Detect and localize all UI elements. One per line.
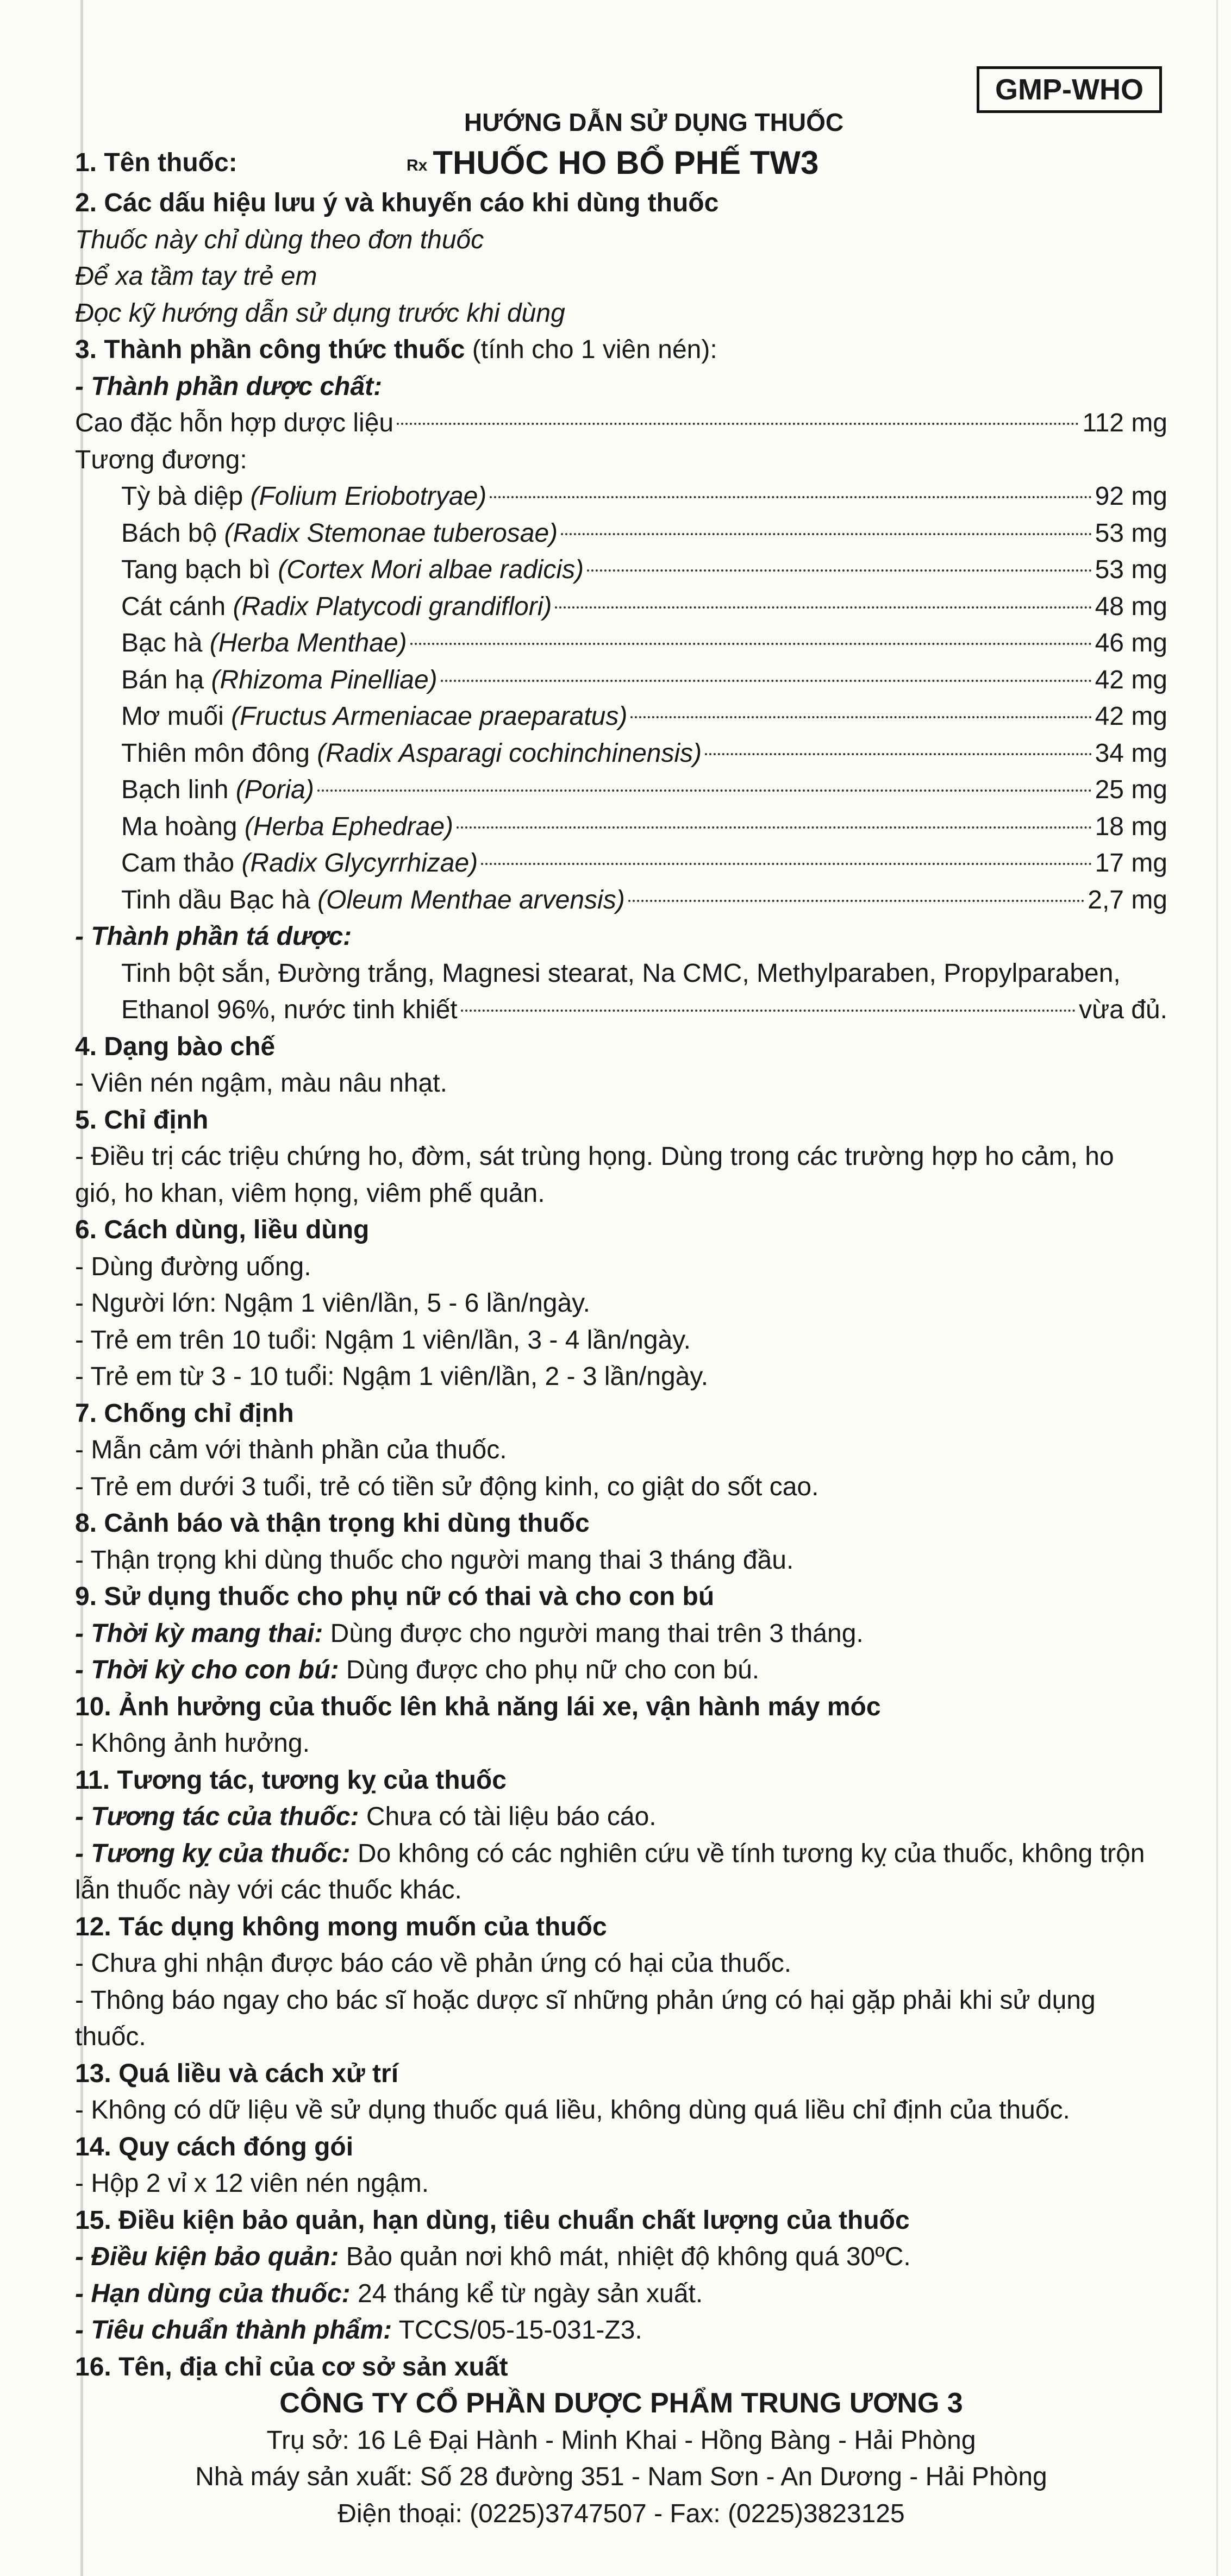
equivalent-label: Tương đương: (75, 445, 247, 474)
herb-row (75, 515, 1167, 552)
herb-name (121, 772, 314, 808)
herb-vietnamese-name: Bách bộ (121, 518, 224, 548)
herb-vietnamese-name: Ma hoàng (121, 812, 245, 841)
herb-row (75, 662, 1167, 699)
herb-name (121, 698, 627, 735)
company-factory: Nhà máy sản xuất: Số 28 đường 351 - Nam Sơn - An Dương - Hải Phòng (195, 2462, 1047, 2491)
herb-amount: 92 mg (1095, 482, 1167, 511)
herb-amount: 53 mg (1095, 555, 1167, 584)
incompatibility-line (75, 1835, 1167, 1872)
herb-name (121, 625, 407, 662)
lactation-line (75, 1652, 1167, 1689)
herb-amount: 46 mg (1095, 629, 1167, 657)
herb-name (121, 845, 478, 882)
drug-name-label: 1. Tên thuốc: (75, 148, 238, 177)
section-5-line: - Điều trị các triệu chứng ho, đờm, sát trùng họng. Dùng trong các trường hợp ho cảm, ho (75, 1142, 1114, 1171)
storage-label: - Điều kiện bảo quản: (75, 2242, 339, 2271)
interaction-text: Chưa có tài liệu báo cáo. (359, 1802, 657, 1831)
herb-latin-name: (Herba Menthae) (209, 629, 407, 657)
herb-amount: 34 mg (1095, 738, 1167, 768)
storage-line (75, 2239, 1167, 2276)
section-4-line: - Viên nén ngậm, màu nâu nhạt. (75, 1069, 447, 1098)
drug-name-row (75, 141, 1167, 185)
section-12-title: 12. Tác dụng không mong muốn của thuốc (75, 1912, 607, 1941)
herb-latin-name: (Folium Eriobotryae) (250, 482, 487, 511)
warning-line: Đọc kỹ hướng dẫn sử dụng trước khi dùng (75, 298, 565, 328)
herb-amount: 2,7 mg (1088, 885, 1167, 914)
section-6-title: 6. Cách dùng, liều dùng (75, 1215, 370, 1244)
herb-vietnamese-name: Thiên môn đông (121, 738, 317, 768)
herb-name (121, 515, 558, 552)
excipients-label: - Thành phần tá dược: (75, 922, 352, 951)
herb-latin-name: (Radix Glycyrrhizae) (241, 849, 478, 878)
herb-row (75, 698, 1167, 735)
section-2-title: 2. Các dấu hiệu lưu ý và khuyến cáo khi dùng thuốc (75, 189, 719, 217)
shelf-life-text: 24 tháng kể từ ngày sản xuất. (350, 2279, 703, 2308)
contraindication-line: - Trẻ em dưới 3 tuổi, trẻ có tiền sử động kinh, co giật do sốt cao. (75, 1472, 819, 1501)
side-effect-line: - Chưa ghi nhận được báo cáo về phản ứng có hại của thuốc. (75, 1949, 792, 1978)
standard-line (75, 2312, 1167, 2349)
herb-vietnamese-name: Tang bạch bì (121, 555, 278, 584)
herb-row (75, 772, 1167, 808)
herb-name (121, 551, 584, 588)
dot-leader (628, 900, 1085, 902)
dot-leader (397, 423, 1079, 425)
interaction-label: - Tương tác của thuốc: (75, 1802, 359, 1831)
excipients-line-2: Ethanol 96%, nước tinh khiết (121, 995, 458, 1024)
section-10-title: 10. Ảnh hưởng của thuốc lên khả năng lái xe, vận hành máy móc (75, 1692, 881, 1721)
manufacturer-block (75, 2385, 1167, 2532)
dot-leader (410, 643, 1092, 645)
incompatibility-label: - Tương kỵ của thuốc: (75, 1839, 351, 1868)
dot-leader (490, 496, 1091, 498)
dot-leader (705, 753, 1091, 755)
dot-leader (457, 826, 1092, 829)
section-8-title: 8. Cảnh báo và thận trọng khi dùng thuốc (75, 1509, 590, 1538)
herb-list (75, 478, 1167, 918)
herb-name (121, 882, 625, 919)
active-ingredients-label: - Thành phần dược chất: (75, 372, 383, 401)
section-13-line: - Không có dữ liệu về sử dụng thuốc quá liều, không dùng quá liều chỉ định của thuốc. (75, 2096, 1070, 2124)
section-5-line: gió, ho khan, viêm họng, viêm phế quản. (75, 1179, 545, 1208)
lactation-text: Dùng được cho phụ nữ cho con bú. (339, 1656, 760, 1684)
side-effect-line: thuốc. (75, 2022, 146, 2051)
incompatibility-line-cont: lẫn thuốc này với các thuốc khác. (75, 1876, 462, 1904)
dosage-line: - Trẻ em từ 3 - 10 tuổi: Ngậm 1 viên/lần, 2 - 3 lần/ngày. (75, 1362, 709, 1391)
section-14-title: 14. Quy cách đóng gói (75, 2132, 354, 2161)
section-13-title: 13. Quá liều và cách xử trí (75, 2059, 399, 2088)
section-7-title: 7. Chống chỉ định (75, 1399, 294, 1428)
herb-row (75, 845, 1167, 882)
herb-row (75, 478, 1167, 515)
company-phone: Điện thoại: (0225)3747507 - Fax: (0225)3823125 (338, 2499, 905, 2528)
herb-vietnamese-name: Bán hạ (121, 665, 211, 694)
leaflet-content (75, 103, 1167, 2532)
dot-leader (587, 569, 1092, 572)
section-3-title: 3. Thành phần công thức thuốc (75, 335, 465, 364)
dot-leader (555, 606, 1091, 609)
incompatibility-text: Do không có các nghiên cứu về tính tương kỵ của thuốc, không trộn (350, 1839, 1145, 1868)
leaflet-header: HƯỚNG DẪN SỬ DỤNG THUỐC (464, 108, 844, 136)
gmp-who-badge: GMP-WHO (977, 66, 1162, 113)
side-effect-line: - Thông báo ngay cho bác sĩ hoặc dược sĩ những phản ứng có hại gặp phải khi sử dụng (75, 1985, 1096, 2015)
herb-amount: 18 mg (1095, 812, 1167, 841)
herb-amount: 48 mg (1095, 592, 1167, 621)
section-14-line: - Hộp 2 vỉ x 12 viên nén ngậm. (75, 2169, 429, 2198)
herb-name (121, 478, 486, 515)
herb-row (75, 882, 1167, 919)
dot-leader (630, 716, 1091, 718)
standard-text: TCCS/05-15-031-Z3. (392, 2316, 642, 2345)
dosage-line: - Trẻ em trên 10 tuổi: Ngậm 1 viên/lần, 3 - 4 lần/ngày. (75, 1325, 691, 1355)
herb-amount: 17 mg (1095, 849, 1167, 878)
company-hq: Trụ sở: 16 Lê Đại Hành - Minh Khai - Hồng Bàng - Hải Phòng (266, 2425, 976, 2455)
lactation-label: - Thời kỳ cho con bú: (75, 1656, 339, 1684)
warning-line: Để xa tầm tay trẻ em (75, 262, 317, 291)
pregnancy-text: Dùng được cho người mang thai trên 3 tháng. (323, 1619, 864, 1648)
herb-vietnamese-name: Bạc hà (121, 629, 210, 657)
herb-latin-name: (Fructus Armeniacae praeparatus) (231, 702, 628, 731)
section-3-title-row (75, 331, 1167, 368)
section-16-title: 16. Tên, địa chỉ của cơ sở sản xuất (75, 2352, 508, 2381)
herb-row (75, 588, 1167, 625)
herb-amount: 42 mg (1095, 702, 1167, 731)
dot-leader (461, 1010, 1076, 1012)
herb-latin-name: (Herba Ephedrae) (244, 812, 454, 841)
herb-name (121, 662, 438, 699)
drug-name: THUỐC HO BỔ PHẾ TW3 (433, 145, 819, 181)
dot-leader (561, 533, 1091, 535)
excipients-row (75, 992, 1167, 1029)
company-name: CÔNG TY CỔ PHẦN DƯỢC PHẨM TRUNG ƯƠNG 3 (279, 2387, 963, 2419)
herb-vietnamese-name: Tỳ bà diệp (121, 482, 251, 511)
herb-amount: 25 mg (1095, 775, 1167, 804)
shelf-life-line (75, 2276, 1167, 2312)
herb-vietnamese-name: Mơ muối (121, 702, 232, 731)
herb-row (75, 625, 1167, 662)
pregnancy-label: - Thời kỳ mang thai: (75, 1619, 323, 1648)
warning-line: Thuốc này chỉ dùng theo đơn thuốc (75, 225, 484, 254)
herb-vietnamese-name: Cam thảo (121, 849, 242, 878)
herb-vietnamese-name: Bạch linh (121, 775, 236, 804)
drug-title (407, 141, 818, 185)
dot-leader (441, 680, 1092, 682)
dot-leader (481, 863, 1091, 865)
section-5-title: 5. Chỉ định (75, 1105, 209, 1135)
herb-latin-name: (Poria) (235, 775, 314, 804)
extract-row (75, 405, 1167, 442)
herb-latin-name: (Radix Platycodi grandiflori) (233, 592, 552, 621)
section-15-title: 15. Điều kiện bảo quản, hạn dùng, tiêu chuẩn chất lượng của thuốc (75, 2205, 910, 2235)
herb-vietnamese-name: Cát cánh (121, 592, 233, 621)
storage-text: Bảo quản nơi khô mát, nhiệt độ không quá 30ºC. (339, 2242, 911, 2271)
herb-amount: 53 mg (1095, 518, 1167, 548)
dosage-line: - Dùng đường uống. (75, 1252, 311, 1281)
excipients-amount: vừa đủ. (1079, 995, 1167, 1024)
contraindication-line: - Mẫn cảm với thành phần của thuốc. (75, 1436, 507, 1464)
section-3-note: (tính cho 1 viên nén): (465, 335, 717, 364)
herb-row (75, 551, 1167, 588)
herb-latin-name: (Oleum Menthae arvensis) (317, 885, 625, 914)
pregnancy-line (75, 1615, 1167, 1652)
dosage-line: - Người lớn: Ngậm 1 viên/lần, 5 - 6 lần/ngày. (75, 1289, 590, 1318)
interaction-line (75, 1798, 1167, 1835)
section-11-title: 11. Tương tác, tương kỵ của thuốc (75, 1765, 507, 1795)
herb-name (121, 588, 552, 625)
herb-latin-name: (Cortex Mori albae radicis) (278, 555, 584, 584)
section-10-line: - Không ảnh hưởng. (75, 1729, 310, 1758)
herb-latin-name: (Radix Asparagi cochinchinensis) (317, 738, 702, 768)
section-8-line: - Thận trọng khi dùng thuốc cho người mang thai 3 tháng đầu. (75, 1545, 794, 1575)
fold-line-right (1216, 0, 1218, 2576)
herb-row (75, 735, 1167, 772)
shelf-life-label: - Hạn dùng của thuốc: (75, 2279, 351, 2308)
rx-symbol: Rx (407, 156, 428, 174)
herb-row (75, 808, 1167, 845)
excipients-line: Tinh bột sắn, Đường trắng, Magnesi stearat, Na CMC, Methylparaben, Propylparaben, (121, 958, 1121, 988)
herb-latin-name: (Radix Stemonae tuberosae) (224, 518, 558, 548)
herb-name (121, 808, 453, 845)
section-9-title: 9. Sử dụng thuốc cho phụ nữ có thai và cho con bú (75, 1582, 715, 1611)
herb-name (121, 735, 702, 772)
extract-amount: 112 mg (1082, 409, 1167, 437)
dot-leader (317, 789, 1092, 792)
herb-vietnamese-name: Tinh dầu Bạc hà (121, 885, 318, 914)
extract-name: Cao đặc hỗn hợp dược liệu (75, 409, 394, 437)
herb-latin-name: (Rhizoma Pinelliae) (211, 665, 438, 694)
herb-amount: 42 mg (1095, 665, 1167, 694)
standard-label: - Tiêu chuẩn thành phẩm: (75, 2316, 392, 2345)
section-4-title: 4. Dạng bào chế (75, 1032, 276, 1061)
